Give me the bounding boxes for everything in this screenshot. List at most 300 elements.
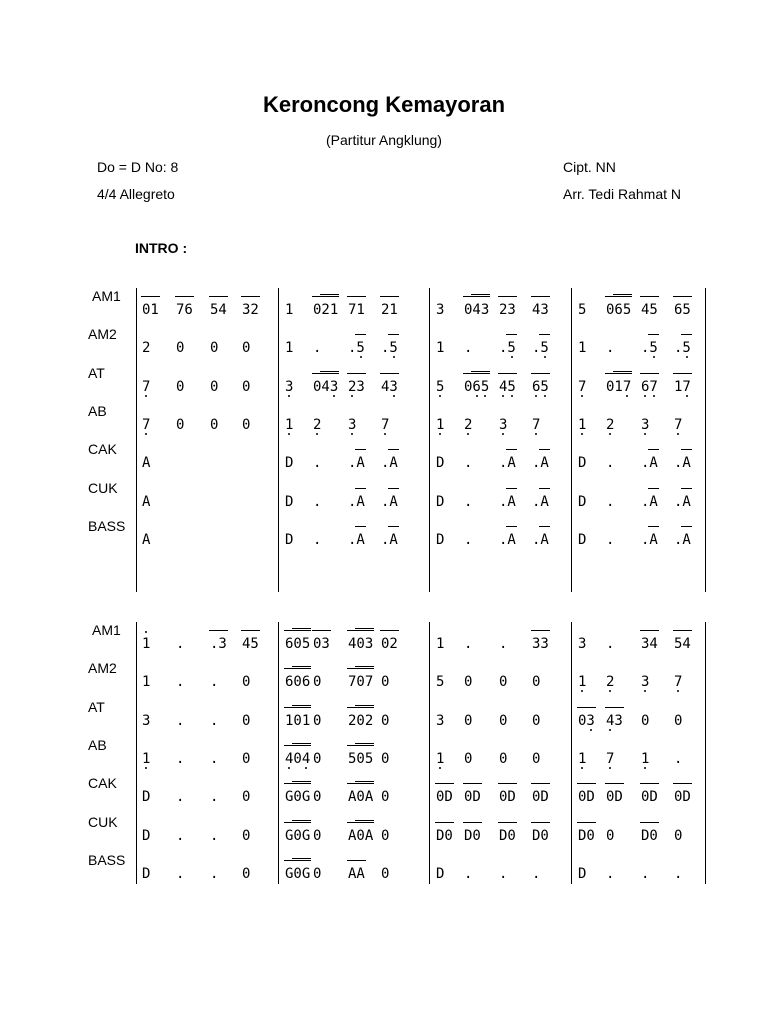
beam-line — [463, 373, 490, 374]
note-cell — [142, 865, 150, 881]
note-cell — [578, 788, 595, 804]
note-cell — [436, 339, 444, 355]
low-octave-dot — [476, 395, 478, 397]
note-cell — [464, 301, 489, 317]
note-cell — [464, 750, 472, 766]
instrument-label: CUK — [88, 479, 118, 496]
note-cell — [532, 454, 549, 470]
note-cell — [313, 531, 321, 547]
note-cell — [176, 301, 193, 317]
note-text: 404 — [285, 750, 311, 767]
note-cell — [464, 416, 472, 432]
note-cell — [242, 827, 250, 843]
note-text: 0 — [242, 378, 251, 395]
note-text: 0 — [674, 712, 683, 729]
instrument-label: AB — [88, 402, 107, 419]
note-text: 0 — [313, 674, 322, 691]
note-text: 45 — [641, 302, 658, 318]
low-octave-dot — [644, 690, 646, 692]
beam-line — [292, 743, 311, 744]
beam-line — [673, 630, 692, 631]
beam-line — [355, 705, 374, 706]
note-cell — [381, 635, 398, 651]
note-cell — [578, 454, 586, 470]
beam-line — [681, 334, 691, 335]
beam-line — [284, 668, 311, 669]
note-cell — [348, 712, 373, 728]
low-octave-dot — [644, 433, 646, 435]
beam-line — [141, 296, 160, 297]
note-text: 3 — [348, 416, 357, 433]
note-cell — [381, 788, 389, 804]
beam-line — [380, 630, 399, 631]
note-cell — [348, 378, 365, 394]
beam-line — [388, 488, 398, 489]
note-cell — [381, 301, 398, 317]
note-text: 0 — [532, 750, 541, 767]
beam-line — [498, 296, 517, 297]
low-octave-dot — [581, 690, 583, 692]
note-cell — [499, 788, 516, 804]
low-octave-dot — [351, 433, 353, 435]
beam-line — [175, 296, 194, 297]
note-text: 1 — [285, 416, 294, 433]
note-text: A0A — [348, 827, 374, 844]
note-cell — [464, 531, 472, 547]
note-cell — [641, 865, 649, 881]
beam-line — [506, 526, 516, 527]
note-cell — [674, 301, 691, 317]
low-octave-dot — [467, 433, 469, 435]
beam-line — [347, 745, 374, 746]
note-text: 606 — [285, 674, 311, 691]
note-cell — [532, 750, 540, 766]
note-cell — [313, 493, 321, 509]
note-text: D — [578, 531, 587, 548]
note-text: . — [674, 750, 683, 767]
note-cell — [381, 416, 389, 432]
note-text: 01 — [142, 302, 159, 318]
note-text: .A — [641, 531, 658, 548]
note-cell — [313, 378, 338, 394]
note-text: . — [641, 865, 650, 882]
note-text: 1 — [641, 750, 650, 767]
note-cell — [578, 635, 586, 651]
note-cell — [532, 673, 540, 689]
note-text: 0 — [176, 340, 185, 357]
note-text: 7 — [142, 416, 151, 433]
note-cell — [313, 416, 321, 432]
note-text: A — [142, 531, 151, 548]
beam-line — [673, 783, 692, 784]
note-cell — [499, 865, 507, 881]
note-text: .A — [348, 455, 365, 472]
note-cell — [348, 827, 373, 843]
note-cell — [641, 712, 649, 728]
low-octave-dot — [145, 395, 147, 397]
note-cell — [142, 493, 150, 509]
beam-line — [284, 860, 311, 861]
note-text: .A — [381, 455, 398, 472]
note-text: . — [210, 865, 219, 882]
beam-line — [355, 488, 365, 489]
note-text: 2 — [313, 416, 322, 433]
note-text: . — [464, 493, 473, 510]
note-text: . — [499, 636, 508, 652]
low-octave-dot — [686, 356, 688, 358]
note-cell — [499, 416, 507, 432]
beam-line — [498, 783, 517, 784]
note-text: 043 — [313, 378, 339, 395]
note-cell — [242, 673, 250, 689]
low-octave-dot — [502, 433, 504, 435]
note-text: 0 — [210, 378, 219, 395]
note-text: .5 — [532, 340, 549, 357]
note-cell — [142, 673, 150, 689]
note-text: D0 — [436, 827, 453, 844]
beam-line — [531, 783, 550, 784]
note-cell — [532, 531, 549, 547]
note-text: 0 — [464, 712, 473, 729]
note-text: D — [578, 865, 587, 882]
beam-line — [577, 783, 596, 784]
low-octave-dot — [644, 767, 646, 769]
low-octave-dot — [316, 433, 318, 435]
note-text: 505 — [348, 750, 374, 767]
note-cell — [532, 378, 549, 394]
beam-line — [577, 707, 596, 708]
beam-line — [292, 628, 311, 629]
beam-line — [506, 488, 516, 489]
note-text: 7 — [606, 750, 615, 767]
note-text: . — [210, 827, 219, 844]
note-text: D — [436, 865, 445, 882]
note-cell — [381, 865, 389, 881]
note-cell — [348, 493, 365, 509]
beam-line — [539, 334, 549, 335]
instrument-label: AM2 — [88, 326, 117, 343]
low-octave-dot — [288, 433, 290, 435]
beam-line — [463, 296, 490, 297]
note-text: . — [464, 531, 473, 548]
bar-line — [278, 622, 279, 884]
low-octave-dot — [145, 767, 147, 769]
beam-line — [463, 822, 482, 823]
note-cell — [674, 454, 691, 470]
instrument-label: AM2 — [88, 660, 117, 677]
note-cell — [285, 788, 310, 804]
note-cell — [285, 378, 293, 394]
note-text: .3 — [210, 636, 227, 652]
note-cell — [606, 673, 614, 689]
note-text: 0 — [313, 865, 322, 882]
note-cell — [606, 454, 614, 470]
page-subtitle: (Partitur Angklung) — [326, 132, 442, 148]
note-text: 0 — [499, 674, 508, 691]
beam-line — [320, 294, 339, 295]
note-cell — [578, 493, 586, 509]
bar-line — [136, 622, 137, 884]
note-text: . — [176, 712, 185, 729]
note-cell — [348, 301, 365, 317]
low-octave-dot — [609, 729, 611, 731]
note-cell — [606, 635, 614, 651]
note-text: 0 — [381, 674, 390, 691]
beam-line — [284, 783, 311, 784]
note-text: 3 — [499, 416, 508, 433]
note-text: 7 — [578, 378, 587, 395]
note-text: 1 — [436, 750, 445, 767]
beam-line — [506, 449, 516, 450]
note-text: D — [142, 865, 151, 882]
note-cell — [313, 339, 321, 355]
instrument-label: AM1 — [92, 288, 121, 304]
note-cell — [242, 635, 259, 651]
note-text: . — [313, 455, 322, 472]
note-cell — [242, 416, 250, 432]
low-octave-dot — [439, 395, 441, 397]
note-cell — [142, 531, 150, 547]
note-cell — [176, 865, 184, 881]
beam-line — [241, 296, 260, 297]
note-text: 3 — [285, 378, 294, 395]
beam-line — [539, 488, 549, 489]
note-cell — [674, 378, 691, 394]
note-cell — [464, 635, 472, 651]
note-cell — [578, 416, 586, 432]
note-cell — [641, 416, 649, 432]
note-cell — [674, 493, 691, 509]
note-cell — [210, 339, 218, 355]
bar-line — [429, 288, 430, 592]
note-text: 017 — [606, 378, 632, 395]
note-cell — [242, 865, 250, 881]
note-cell — [176, 339, 184, 355]
note-text: 021 — [313, 302, 339, 318]
note-cell — [348, 788, 373, 804]
note-text: 21 — [381, 302, 398, 318]
low-octave-dot — [288, 767, 290, 769]
note-cell — [464, 378, 489, 394]
note-cell — [176, 378, 184, 394]
low-octave-dot — [590, 729, 592, 731]
beam-line — [347, 373, 366, 374]
beam-line — [355, 820, 374, 821]
low-octave-dot — [439, 433, 441, 435]
note-cell — [285, 301, 293, 317]
note-cell — [142, 750, 150, 766]
beam-line — [292, 781, 311, 782]
beam-line — [640, 373, 659, 374]
note-cell — [242, 788, 250, 804]
note-text: .A — [381, 493, 398, 510]
note-text: . — [606, 493, 615, 510]
bar-line — [136, 288, 137, 592]
beam-line — [284, 630, 311, 631]
page-title: Keroncong Kemayoran — [262, 92, 506, 117]
note-text: D — [578, 455, 587, 472]
beam-line — [681, 449, 691, 450]
note-text: 0D — [499, 789, 516, 806]
note-text: .A — [532, 493, 549, 510]
note-text: 65 — [532, 378, 549, 395]
beam-line — [498, 822, 517, 823]
note-text: . — [532, 865, 541, 882]
beam-line — [347, 860, 366, 861]
beam-line — [681, 488, 691, 489]
composer-credit: Cipt. NN — [563, 159, 616, 175]
low-octave-dot — [581, 767, 583, 769]
beam-line — [605, 783, 624, 784]
beam-line — [648, 449, 658, 450]
beam-line — [613, 294, 632, 295]
high-octave-dot — [145, 631, 147, 633]
note-cell — [674, 339, 691, 355]
low-octave-dot — [686, 395, 688, 397]
note-cell — [313, 865, 321, 881]
note-cell — [641, 750, 649, 766]
note-cell — [210, 865, 218, 881]
note-cell — [606, 712, 623, 728]
note-cell — [464, 454, 472, 470]
note-cell — [606, 339, 614, 355]
note-text: 3 — [436, 302, 445, 318]
note-text: 0 — [381, 750, 390, 767]
note-text: 605 — [285, 636, 311, 652]
note-text: 43 — [381, 378, 398, 395]
note-cell — [436, 827, 453, 843]
note-text: 2 — [606, 416, 615, 433]
note-text: 0 — [313, 827, 322, 844]
note-cell — [381, 531, 398, 547]
beam-line — [539, 526, 549, 527]
note-cell — [641, 493, 658, 509]
beam-line — [471, 294, 490, 295]
note-text: 0D — [532, 789, 549, 806]
note-text: . — [606, 865, 615, 882]
note-text: 0 — [381, 712, 390, 729]
note-text: 0D — [641, 789, 658, 806]
note-cell — [578, 301, 586, 317]
note-text: 1 — [578, 674, 587, 691]
note-cell — [381, 673, 389, 689]
note-cell — [176, 635, 184, 651]
note-text: 43 — [606, 712, 623, 729]
beam-line — [292, 666, 311, 667]
note-text: 65 — [674, 302, 691, 318]
low-octave-dot — [393, 395, 395, 397]
note-text: 1 — [142, 750, 151, 767]
note-cell — [210, 301, 227, 317]
low-octave-dot — [502, 395, 504, 397]
note-text: 0 — [641, 712, 650, 729]
note-text: 0 — [499, 712, 508, 729]
note-cell — [285, 712, 310, 728]
note-cell — [499, 339, 516, 355]
note-cell — [499, 750, 507, 766]
beam-line — [531, 822, 550, 823]
low-octave-dot — [305, 767, 307, 769]
beam-line — [605, 296, 632, 297]
bar-line — [705, 622, 706, 884]
note-text: 5 — [436, 674, 445, 691]
low-octave-dot — [544, 356, 546, 358]
note-text: 7 — [532, 416, 541, 433]
note-cell — [348, 635, 373, 651]
note-text: D0 — [499, 827, 516, 844]
note-cell — [464, 339, 472, 355]
beam-line — [209, 296, 228, 297]
note-cell — [210, 635, 227, 651]
note-text: 1 — [578, 416, 587, 433]
note-cell — [348, 531, 365, 547]
note-text: .A — [499, 455, 516, 472]
note-text: 02 — [381, 636, 398, 652]
note-cell — [641, 673, 649, 689]
note-cell — [674, 712, 682, 728]
note-text: D0 — [578, 827, 595, 844]
note-text: 2 — [606, 674, 615, 691]
beam-line — [312, 296, 339, 297]
low-octave-dot — [644, 395, 646, 397]
instrument-label: CAK — [88, 441, 117, 458]
note-text: 7 — [142, 378, 151, 395]
note-cell — [313, 673, 321, 689]
beam-line — [648, 488, 658, 489]
note-cell — [578, 865, 586, 881]
note-cell — [285, 865, 310, 881]
note-cell — [348, 865, 365, 881]
note-cell — [464, 865, 472, 881]
note-cell — [464, 712, 472, 728]
note-text: . — [176, 674, 185, 691]
note-text: . — [313, 531, 322, 548]
note-text: .5 — [381, 340, 398, 357]
note-text: . — [176, 789, 185, 806]
note-text: .A — [532, 455, 549, 472]
note-cell — [142, 454, 150, 470]
bar-line — [705, 288, 706, 592]
note-text: 43 — [532, 302, 549, 318]
note-cell — [436, 673, 444, 689]
note-text: 1 — [436, 340, 445, 357]
note-cell — [436, 788, 453, 804]
instrument-label: CUK — [88, 813, 118, 830]
note-text: . — [176, 750, 185, 767]
note-text: 1 — [436, 416, 445, 433]
low-octave-dot — [609, 433, 611, 435]
note-text: 45 — [499, 378, 516, 395]
low-octave-dot — [360, 356, 362, 358]
note-cell — [436, 416, 444, 432]
note-text: . — [210, 674, 219, 691]
note-cell — [674, 635, 691, 651]
note-text: 0 — [532, 712, 541, 729]
instrument-label: AM1 — [92, 622, 121, 638]
beam-line — [605, 707, 624, 708]
beam-line — [284, 822, 311, 823]
note-text: . — [210, 750, 219, 767]
beam-line — [673, 296, 692, 297]
beam-line — [355, 743, 374, 744]
note-text: 1 — [578, 340, 587, 357]
note-cell — [641, 635, 658, 651]
note-text: 0D — [464, 789, 481, 806]
note-cell — [381, 378, 398, 394]
note-text: 03 — [578, 712, 595, 729]
beam-line — [531, 296, 550, 297]
beam-line — [648, 526, 658, 527]
